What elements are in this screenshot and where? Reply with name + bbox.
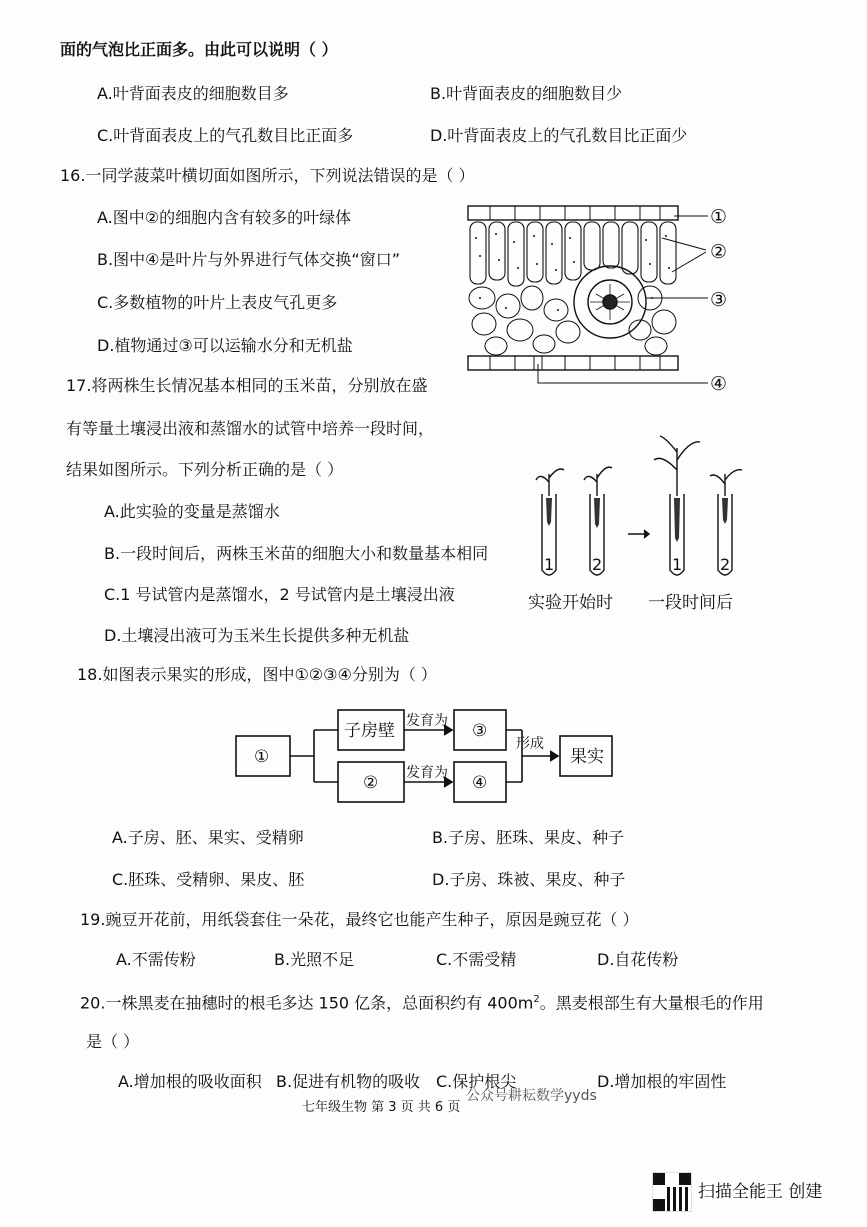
diagram-box-4: ④ (472, 773, 488, 793)
q20-option-b: B.促进有机物的吸收 (276, 1072, 421, 1091)
q16-option-a: A.图中②的细胞内含有较多的叶绿体 (97, 208, 352, 227)
q18-option-a: A.子房、胚、果实、受精卵 (112, 828, 304, 847)
q20-stem-part-b: 。黑麦根部生有大量根毛的作用 (539, 993, 764, 1013)
test-tube-figure (520, 430, 770, 616)
q15-stem-end: 面的气泡比正面多。由此可以说明（ ） (60, 40, 338, 59)
q19-option-c: C.不需受精 (436, 950, 517, 969)
q20-superscript: 2 (533, 994, 540, 1005)
leaf-label-3: ③ (710, 289, 728, 311)
q17-option-c: C.1 号试管内是蒸馏水，2 号试管内是土壤浸出液 (104, 585, 455, 604)
leaf-label-4: ④ (710, 373, 728, 395)
q18-option-b: B.子房、胚珠、果皮、种子 (432, 828, 625, 847)
q15-option-d: D.叶背面表皮上的气孔数目比正面少 (430, 126, 688, 145)
q18-option-d: D.子房、珠被、果皮、种子 (432, 870, 626, 889)
develop-label-top: 发育为 (406, 713, 448, 729)
q17-option-d: D.土壤浸出液可为玉米生长提供多种无机盐 (104, 626, 410, 645)
watermark-text: 公众号耕耘数学yyds (466, 1088, 597, 1104)
q19-option-a: A.不需传粉 (116, 950, 196, 969)
tube-label-2-start: 2 (592, 555, 603, 574)
caption-after-time: 一段时间后 (648, 593, 733, 613)
q19-option-b: B.光照不足 (274, 950, 355, 969)
diagram-box-3: ③ (472, 721, 488, 741)
develop-label-bottom: 发育为 (406, 765, 448, 781)
tube-label-2-end: 2 (720, 555, 731, 574)
diagram-box-2: ② (363, 773, 379, 793)
q16-option-b: B.图中④是叶片与外界进行气体交换“窗口” (97, 250, 400, 269)
page-footer: 七年级生物 第 3 页 共 6 页 (302, 1100, 461, 1115)
tube-label-1-start: 1 (544, 555, 555, 574)
q17-option-b: B.一段时间后，两株玉米苗的细胞大小和数量基本相同 (104, 544, 489, 563)
q20-option-a: A.增加根的吸收面积 (118, 1072, 262, 1091)
caption-experiment-start: 实验开始时 (528, 593, 613, 613)
leaf-label-2: ② (710, 241, 728, 263)
q15-option-a: A.叶背面表皮的细胞数目多 (97, 84, 289, 103)
fruit-formation-diagram (230, 700, 620, 810)
qr-code-icon (652, 1172, 692, 1212)
q16-option-d: D.植物通过③可以运输水分和无机盐 (97, 336, 353, 355)
q20-stem-part-a: 20.一株黑麦在抽穗时的根毛多达 150 亿条，总面积约有 400m (80, 993, 534, 1013)
q18-option-c: C.胚珠、受精卵、果皮、胚 (112, 870, 305, 889)
q20-option-c: C.保护根尖 (436, 1072, 517, 1091)
q20-option-d: D.增加根的牢固性 (597, 1072, 727, 1091)
q17-stem-line1: 17.将两株生长情况基本相同的玉米苗，分别放在盛 (66, 376, 428, 395)
q19-stem: 19.豌豆开花前，用纸袋套住一朵花，最终它也能产生种子，原因是豌豆花（ ） (80, 910, 639, 929)
diagram-fruit: 果实 (570, 747, 604, 767)
q15-option-b: B.叶背面表皮的细胞数目少 (430, 84, 623, 103)
q15-option-c: C.叶背面表皮上的气孔数目比正面多 (97, 126, 354, 145)
diagram-box-1: ① (254, 747, 270, 767)
leaf-label-1: ① (710, 206, 728, 228)
q18-stem: 18.如图表示果实的形成，图中①②③④分别为（ ） (77, 665, 437, 684)
form-label: 形成 (516, 736, 544, 752)
leaf-cross-section-figure (460, 198, 740, 396)
q17-option-a: A.此实验的变量是蒸馏水 (104, 502, 280, 521)
q19-option-d: D.自花传粉 (597, 950, 679, 969)
q16-option-c: C.多数植物的叶片上表皮气孔更多 (97, 293, 338, 312)
q16-stem: 16.一同学菠菜叶横切面如图所示，下列说法错误的是（ ） (60, 166, 475, 185)
q17-stem-line3: 结果如图所示。下列分析正确的是（ ） (66, 460, 344, 479)
scanner-brand: 扫描全能王 创建 (698, 1182, 823, 1202)
diagram-ovary-wall: 子房壁 (344, 721, 395, 741)
q17-stem-line2: 有等量土壤浸出液和蒸馏水的试管中培养一段时间， (66, 419, 435, 438)
tube-label-1-end: 1 (672, 555, 683, 574)
q20-stem (80, 990, 764, 1013)
q20-stem-end: 是（ ） (86, 1032, 140, 1051)
